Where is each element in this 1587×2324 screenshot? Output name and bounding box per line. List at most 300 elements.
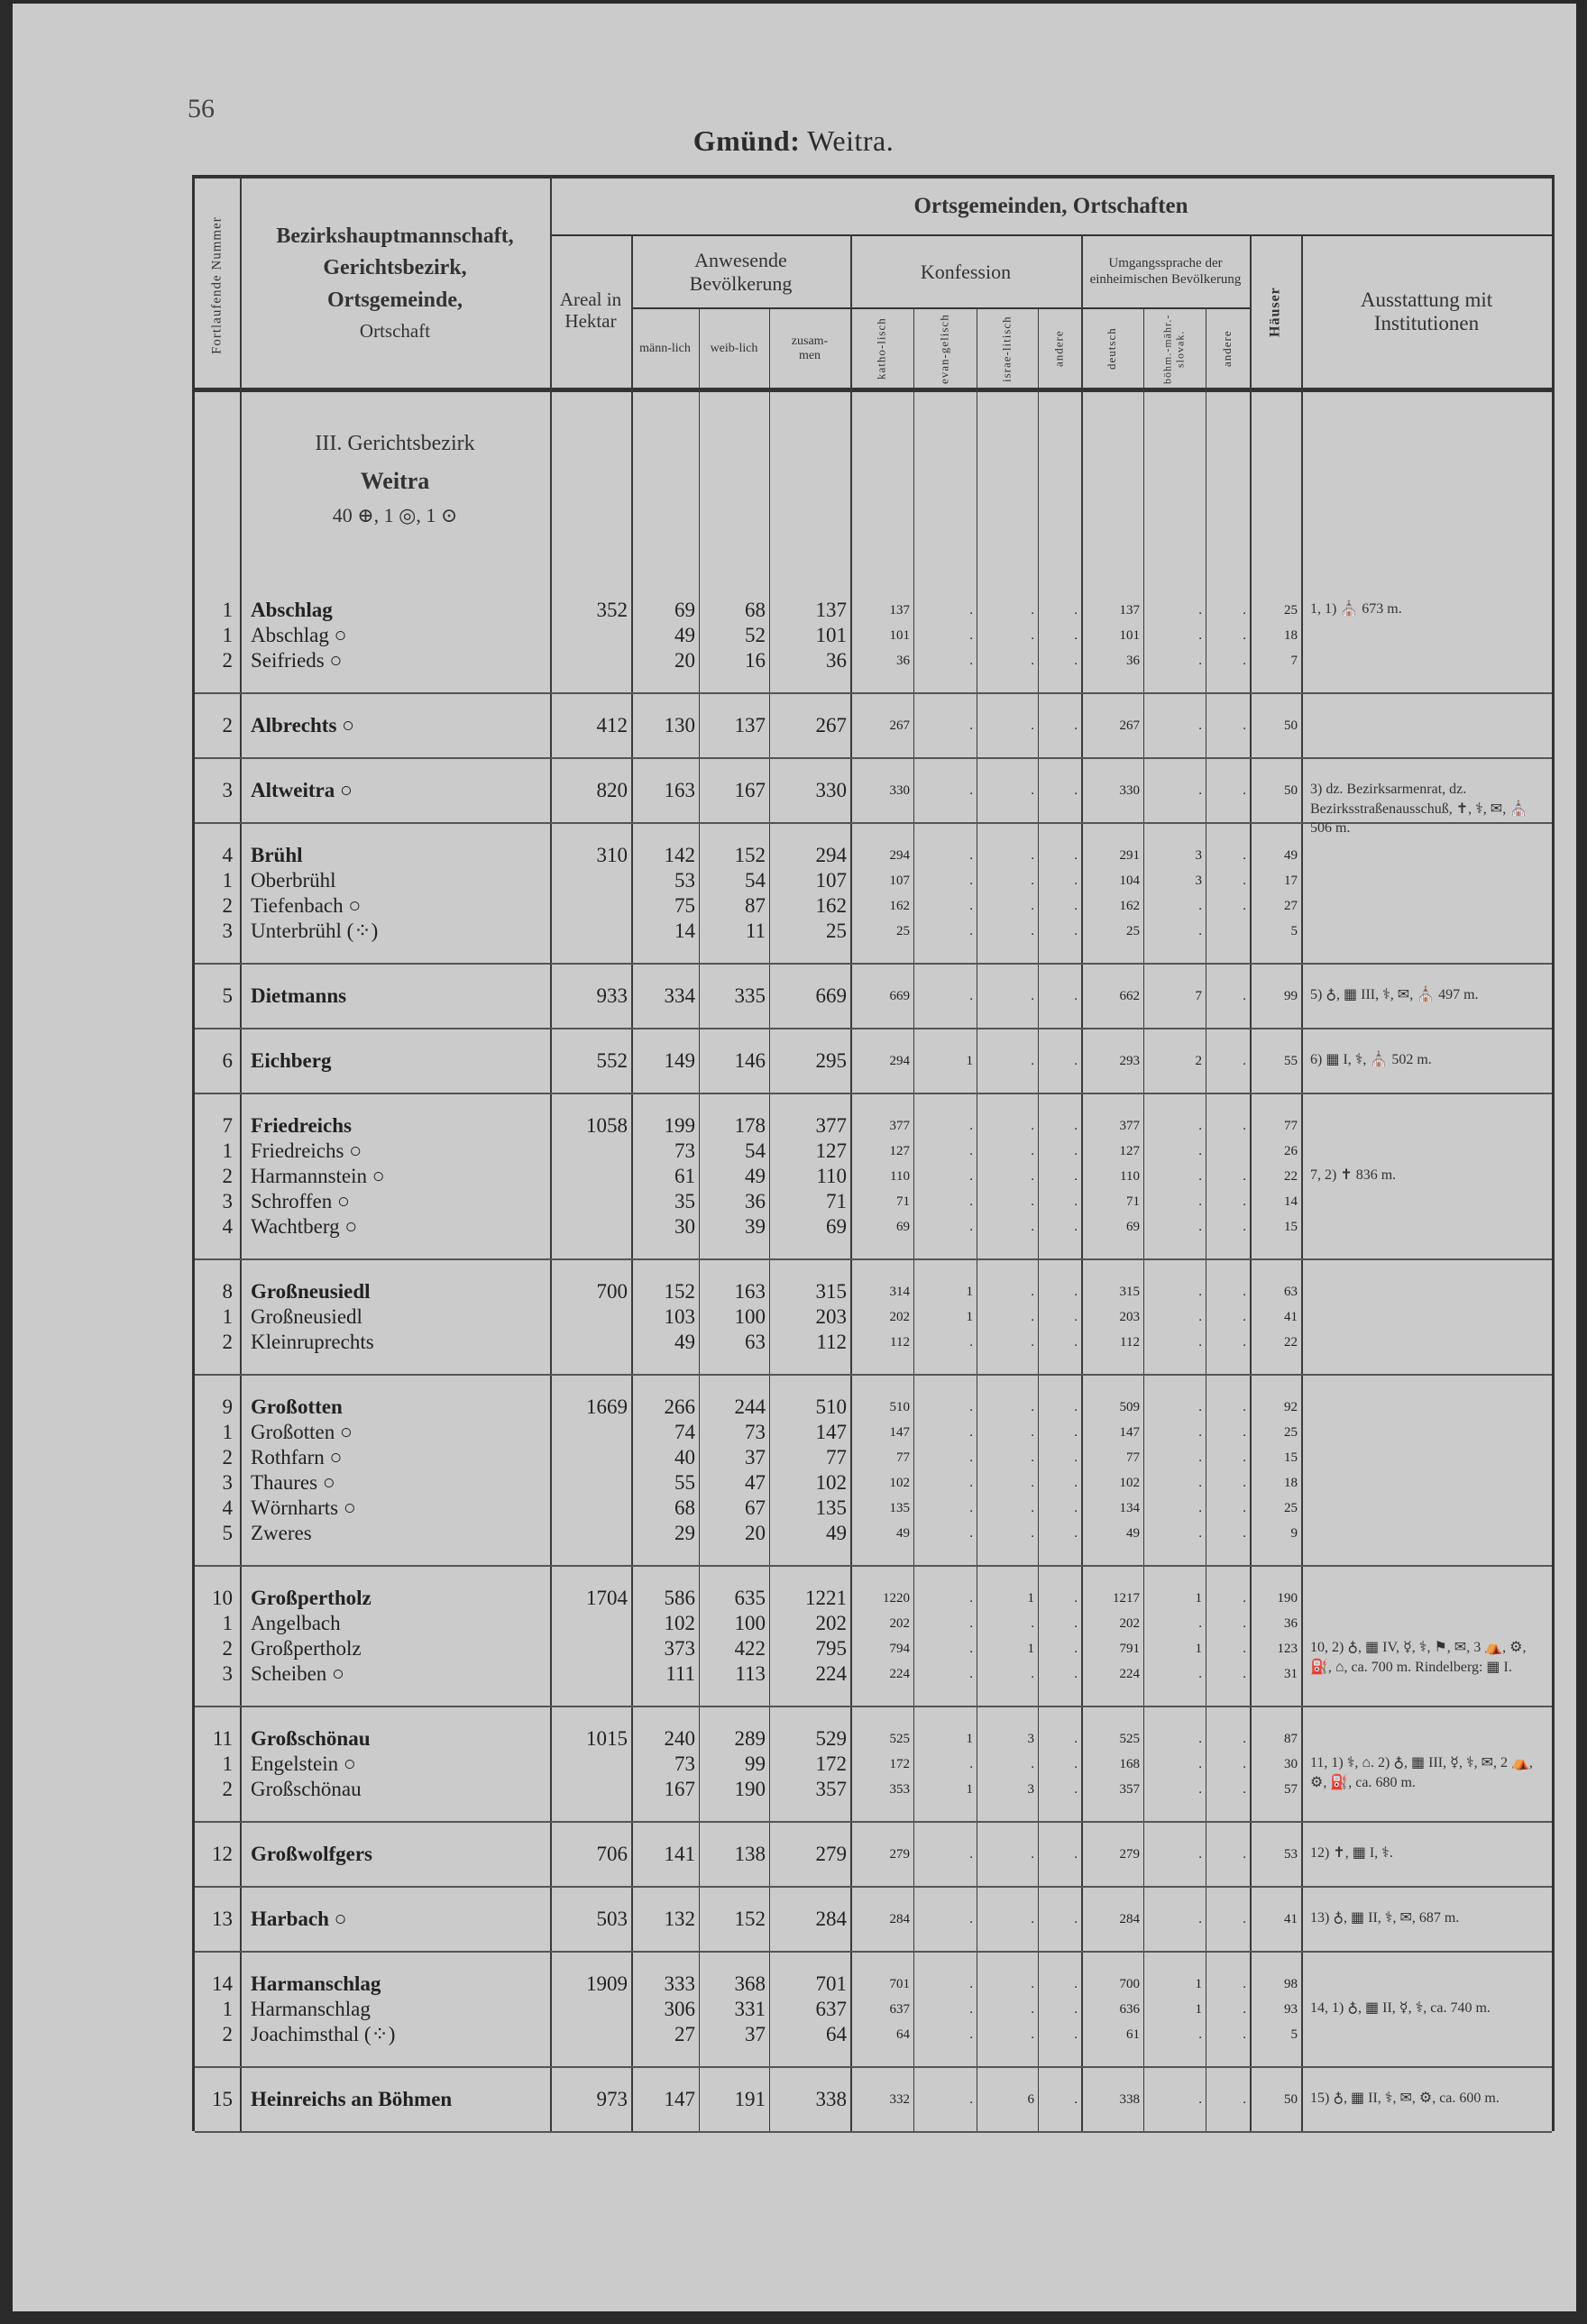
andere-konfession-cell: .: [1074, 1641, 1078, 1656]
zusammen-cell: 135: [815, 1496, 847, 1519]
municipality-group: [195, 1707, 1552, 1823]
andere-konfession-cell: .: [1074, 1976, 1078, 1991]
row-number-cell: 3: [222, 1471, 233, 1494]
locality-row: [195, 893, 1552, 919]
boehmisch-cell: .: [1198, 1911, 1202, 1926]
header-evangelisch: evan-gelisch: [937, 314, 951, 384]
municipality-row: [195, 1586, 1552, 1611]
israelitisch-cell: .: [1031, 1309, 1034, 1324]
locality-row: [195, 1214, 1552, 1240]
boehmisch-cell: .: [1198, 1168, 1202, 1184]
header-andere: andere: [1051, 330, 1066, 368]
haeuser-cell: 41: [1284, 1309, 1298, 1324]
haeuser-cell: 49: [1284, 847, 1298, 863]
haeuser-cell: 50: [1284, 782, 1298, 798]
header-nummer: Fortlaufende Nummer: [209, 216, 225, 355]
place-name-cell: Harbach ○: [251, 1908, 347, 1930]
haeuser-cell: 26: [1284, 1143, 1298, 1158]
evangelisch-cell: .: [969, 782, 973, 798]
andere-konfession-cell: .: [1074, 602, 1078, 618]
areal-cell: 1704: [586, 1587, 628, 1609]
zusammen-cell: 112: [816, 1331, 847, 1353]
areal-cell: 503: [596, 1908, 628, 1930]
haeuser-cell: 93: [1284, 2001, 1298, 2017]
deutsch-cell: 71: [1126, 1194, 1140, 1209]
haeuser-cell: 57: [1284, 1781, 1298, 1797]
institutions-note: 7, 2) ✝ 836 m.: [1310, 1167, 1397, 1183]
zusammen-cell: 49: [826, 1522, 847, 1544]
header-katholisch: katho-lisch: [874, 317, 888, 380]
katholisch-cell: 107: [889, 873, 910, 888]
deutsch-cell: 168: [1119, 1756, 1140, 1771]
deutsch-cell: 525: [1119, 1731, 1140, 1746]
zusammen-cell: 279: [815, 1843, 847, 1865]
israelitisch-cell: .: [1031, 1399, 1034, 1414]
locality-row: [195, 1661, 1552, 1687]
row-number-cell: 12: [212, 1843, 233, 1865]
israelitisch-cell: 3: [1027, 1731, 1034, 1746]
andere-sprache-cell: .: [1243, 1500, 1246, 1515]
israelitisch-cell: .: [1031, 1053, 1034, 1068]
andere-sprache-cell: .: [1243, 1399, 1246, 1414]
evangelisch-cell: .: [969, 1846, 973, 1862]
boehmisch-cell: .: [1198, 1118, 1202, 1133]
weiblich-cell: 635: [734, 1587, 766, 1609]
locality-row: [195, 1997, 1552, 2022]
boehmisch-cell: .: [1198, 1525, 1202, 1541]
header-bottom-rule: [195, 388, 1552, 392]
header-konfession: Konfession: [920, 260, 1012, 283]
municipality-row: [195, 1907, 1552, 1932]
row-number-cell: 13: [212, 1908, 233, 1930]
place-name-cell: Großneusiedl: [251, 1280, 371, 1303]
institutions-note: 14, 1) ♁, ▦ II, ☿, ⚕, ca. 740 m.: [1310, 2000, 1491, 2016]
row-number-cell: 9: [222, 1395, 233, 1418]
deutsch-cell: 291: [1119, 847, 1140, 863]
andere-sprache-cell: .: [1243, 1194, 1246, 1209]
evangelisch-cell: .: [969, 1615, 973, 1631]
zusammen-cell: 637: [815, 1998, 847, 2020]
place-name-cell: Großpertholz: [251, 1637, 362, 1660]
locality-row: [195, 648, 1552, 673]
maennlich-cell: 49: [674, 1331, 695, 1353]
evangelisch-cell: .: [969, 988, 973, 1003]
evangelisch-cell: .: [969, 873, 973, 888]
evangelisch-cell: .: [969, 1756, 973, 1771]
deutsch-cell: 509: [1119, 1399, 1140, 1414]
zusammen-cell: 102: [815, 1471, 847, 1494]
evangelisch-cell: .: [969, 1911, 973, 1926]
andere-sprache-cell: .: [1243, 1590, 1246, 1606]
haeuser-cell: 17: [1284, 873, 1298, 888]
maennlich-cell: 142: [664, 844, 695, 866]
maennlich-cell: 130: [664, 714, 695, 737]
deutsch-cell: 315: [1119, 1284, 1140, 1299]
zusammen-cell: 338: [815, 2088, 847, 2110]
israelitisch-cell: .: [1031, 1525, 1034, 1541]
evangelisch-cell: .: [969, 1590, 973, 1606]
weiblich-cell: 113: [735, 1662, 766, 1685]
maennlich-cell: 147: [664, 2088, 695, 2110]
andere-konfession-cell: .: [1074, 1615, 1078, 1631]
place-name-cell: Großwolfgers: [251, 1843, 373, 1865]
andere-sprache-cell: .: [1243, 1219, 1246, 1234]
municipality-row: [195, 1113, 1552, 1139]
weiblich-cell: 36: [745, 1190, 766, 1212]
row-number-cell: 4: [222, 1496, 233, 1519]
haeuser-cell: 15: [1284, 1450, 1298, 1465]
institutions-note: 10, 2) ♁, ▦ IV, ☿, ⚕, ⚑, ✉, 3 ⛺, ⚙, ⛽, ⌂, ca. 700 m. Rindelberg: ▦ I.: [1310, 1640, 1527, 1675]
boehmisch-cell: .: [1198, 1731, 1202, 1746]
katholisch-cell: 284: [889, 1911, 910, 1926]
deutsch-cell: 293: [1119, 1053, 1140, 1068]
zusammen-cell: 357: [815, 1778, 847, 1800]
evangelisch-cell: .: [969, 2027, 973, 2042]
andere-konfession-cell: .: [1074, 1500, 1078, 1515]
municipality-group: [195, 1823, 1552, 1888]
israelitisch-cell: .: [1031, 1219, 1034, 1234]
statistics-table: [192, 175, 1555, 2131]
katholisch-cell: 172: [889, 1756, 910, 1771]
maennlich-cell: 199: [664, 1114, 695, 1137]
maennlich-cell: 75: [674, 894, 695, 917]
weiblich-cell: 16: [745, 649, 766, 672]
haeuser-cell: 63: [1284, 1284, 1298, 1299]
place-name-cell: Brühl: [251, 844, 303, 866]
deutsch-cell: 791: [1119, 1641, 1140, 1656]
deutsch-cell: 662: [1119, 988, 1140, 1003]
israelitisch-cell: 3: [1027, 1781, 1034, 1797]
place-name-cell: Altweitra ○: [251, 779, 353, 801]
municipality-row: [195, 1726, 1552, 1752]
boehmisch-cell: 1: [1195, 1590, 1202, 1606]
israelitisch-cell: .: [1031, 1194, 1034, 1209]
zusammen-cell: 669: [815, 984, 847, 1007]
row-number-cell: 1: [222, 1752, 233, 1775]
andere-konfession-cell: .: [1074, 1143, 1078, 1158]
areal-cell: 973: [596, 2088, 628, 2110]
israelitisch-cell: .: [1031, 923, 1034, 938]
evangelisch-cell: .: [969, 1641, 973, 1656]
row-number-cell: 14: [212, 1972, 233, 1995]
zusammen-cell: 25: [826, 920, 847, 942]
israelitisch-cell: .: [1031, 627, 1034, 643]
header-zusammen: zusam-men: [791, 334, 829, 362]
place-name-cell: Angelbach: [251, 1612, 341, 1634]
boehmisch-cell: .: [1198, 1781, 1202, 1797]
evangelisch-cell: .: [969, 1334, 973, 1350]
table-body: [195, 394, 1552, 2133]
row-number-cell: 3: [222, 1662, 233, 1685]
andere-konfession-cell: .: [1074, 1424, 1078, 1440]
maennlich-cell: 149: [664, 1049, 695, 1072]
district-label: III. Gerichtsbezirk: [315, 432, 475, 455]
katholisch-cell: 332: [889, 2091, 910, 2107]
deutsch-cell: 338: [1119, 2091, 1140, 2107]
israelitisch-cell: .: [1031, 1615, 1034, 1631]
header-weiblich: weib-lich: [710, 341, 758, 355]
zusammen-cell: 69: [826, 1215, 847, 1238]
boehmisch-cell: .: [1198, 718, 1202, 733]
boehmisch-cell: 2: [1195, 1053, 1202, 1068]
place-name-cell: Wörnharts ○: [251, 1496, 356, 1519]
deutsch-cell: 49: [1126, 1525, 1140, 1541]
andere-konfession-cell: .: [1074, 1911, 1078, 1926]
maennlich-cell: 586: [664, 1587, 695, 1609]
andere-konfession-cell: .: [1074, 1053, 1078, 1068]
municipality-row: [195, 778, 1552, 837]
israelitisch-cell: .: [1031, 1424, 1034, 1440]
locality-row: [195, 1611, 1552, 1636]
katholisch-cell: 510: [889, 1399, 910, 1414]
weiblich-cell: 190: [734, 1778, 766, 1800]
areal-cell: 933: [596, 984, 628, 1007]
andere-sprache-cell: .: [1243, 1731, 1246, 1746]
israelitisch-cell: .: [1031, 1475, 1034, 1490]
andere-konfession-cell: .: [1074, 923, 1078, 938]
zusammen-cell: 127: [815, 1139, 847, 1162]
israelitisch-cell: .: [1031, 1756, 1034, 1771]
weiblich-cell: 67: [745, 1496, 766, 1519]
katholisch-cell: 137: [889, 602, 910, 618]
andere-konfession-cell: .: [1074, 1666, 1078, 1681]
katholisch-cell: 64: [896, 2027, 910, 2042]
maennlich-cell: 30: [674, 1215, 695, 1238]
haeuser-cell: 87: [1284, 1731, 1298, 1746]
zusammen-cell: 77: [826, 1446, 847, 1469]
katholisch-cell: 101: [889, 627, 910, 643]
locality-row: [195, 1496, 1552, 1521]
weiblich-cell: 54: [745, 1139, 766, 1162]
evangelisch-cell: .: [969, 1118, 973, 1133]
areal-cell: 706: [596, 1843, 628, 1865]
weiblich-cell: 20: [745, 1522, 766, 1544]
evangelisch-cell: .: [969, 1399, 973, 1414]
haeuser-cell: 99: [1284, 988, 1298, 1003]
place-name-cell: Friedreichs ○: [251, 1139, 362, 1162]
row-number-cell: 2: [222, 1446, 233, 1469]
zusammen-cell: 529: [815, 1727, 847, 1750]
row-number-cell: 2: [222, 1331, 233, 1353]
evangelisch-cell: .: [969, 602, 973, 618]
andere-sprache-cell: .: [1243, 1284, 1246, 1299]
boehmisch-cell: .: [1198, 1424, 1202, 1440]
andere-sprache-cell: .: [1243, 1475, 1246, 1490]
evangelisch-cell: .: [969, 1168, 973, 1184]
place-name-cell: Seifrieds ○: [251, 649, 343, 672]
place-name-cell: Heinreichs an Böhmen: [251, 2088, 453, 2110]
place-name-cell: Harmanschlag: [251, 1998, 371, 2020]
boehmisch-cell: .: [1198, 1143, 1202, 1158]
evangelisch-cell: .: [969, 923, 973, 938]
andere-sprache-cell: .: [1243, 2027, 1246, 2042]
areal-cell: 310: [596, 844, 628, 866]
header-umgangssprache: Umgangssprache der einheimischen Bevölkerung: [1089, 256, 1242, 287]
andere-sprache-cell: .: [1243, 988, 1246, 1003]
weiblich-cell: 167: [734, 779, 766, 801]
zusammen-cell: 284: [815, 1908, 847, 1930]
deutsch-cell: 104: [1119, 873, 1140, 888]
maennlich-cell: 20: [674, 649, 695, 672]
deutsch-cell: 330: [1119, 782, 1140, 798]
katholisch-cell: 77: [896, 1450, 910, 1465]
header-ausstattung: Ausstattung mit Institutionen: [1360, 288, 1493, 334]
boehmisch-cell: .: [1198, 1399, 1202, 1414]
andere-sprache-cell: .: [1243, 1976, 1246, 1991]
boehmisch-cell: .: [1198, 602, 1202, 618]
weiblich-cell: 54: [745, 869, 766, 892]
andere-sprache-cell: .: [1243, 1309, 1246, 1324]
katholisch-cell: 135: [889, 1500, 910, 1515]
maennlich-cell: 35: [674, 1190, 695, 1212]
andere-sprache-cell: .: [1243, 602, 1246, 618]
deutsch-cell: 147: [1119, 1424, 1140, 1440]
haeuser-cell: 18: [1284, 1475, 1298, 1490]
row-number-cell: 2: [222, 1165, 233, 1187]
zusammen-cell: 172: [815, 1752, 847, 1775]
row-number-cell: 2: [222, 894, 233, 917]
andere-sprache-cell: .: [1243, 2001, 1246, 2017]
municipality-group: [195, 759, 1552, 837]
zusammen-cell: 137: [815, 599, 847, 621]
maennlich-cell: 49: [674, 624, 695, 646]
weiblich-cell: 100: [734, 1612, 766, 1634]
row-number-cell: 2: [222, 649, 233, 672]
row-number-cell: 2: [222, 1637, 233, 1660]
israelitisch-cell: .: [1031, 653, 1034, 668]
andere-konfession-cell: .: [1074, 1590, 1078, 1606]
deutsch-cell: 69: [1126, 1219, 1140, 1234]
maennlich-cell: 14: [674, 920, 695, 942]
municipality-group: [195, 1094, 1552, 1260]
deutsch-cell: 134: [1119, 1500, 1140, 1515]
page-title: [0, 124, 1587, 158]
haeuser-cell: 25: [1284, 1500, 1298, 1515]
haeuser-cell: 50: [1284, 2091, 1298, 2107]
katholisch-cell: 36: [896, 653, 910, 668]
institutions-note: 11, 1) ⚕, ⌂. 2) ♁, ▦ III, ☿, ⚕, ✉, 2 ⛺, ⚙, ⛽, ca. 680 m.: [1310, 1755, 1533, 1790]
deutsch-cell: 112: [1120, 1334, 1140, 1350]
andere-sprache-cell: .: [1243, 1666, 1246, 1681]
andere-konfession-cell: .: [1074, 1846, 1078, 1862]
andere-konfession-cell: .: [1074, 718, 1078, 733]
haeuser-cell: 30: [1284, 1756, 1298, 1771]
boehmisch-cell: .: [1198, 1475, 1202, 1490]
deutsch-cell: 636: [1119, 2001, 1140, 2017]
maennlich-cell: 55: [674, 1471, 695, 1494]
row-number-cell: 8: [222, 1280, 233, 1303]
evangelisch-cell: .: [969, 1194, 973, 1209]
andere-sprache-cell: .: [1243, 1615, 1246, 1631]
header-israelitisch: israe-litisch: [999, 316, 1014, 382]
zusammen-cell: 795: [815, 1637, 847, 1660]
boehmisch-cell: .: [1198, 2091, 1202, 2107]
maennlich-cell: 163: [664, 779, 695, 801]
deutsch-cell: 25: [1126, 923, 1140, 938]
haeuser-cell: 25: [1284, 602, 1298, 618]
andere-sprache-cell: .: [1243, 782, 1246, 798]
andere-sprache-cell: .: [1243, 1781, 1246, 1797]
place-name-cell: Großotten ○: [251, 1421, 353, 1443]
israelitisch-cell: .: [1031, 1846, 1034, 1862]
haeuser-cell: 22: [1284, 1334, 1298, 1350]
haeuser-cell: 123: [1277, 1641, 1298, 1656]
weiblich-cell: 68: [745, 599, 766, 621]
deutsch-cell: 101: [1119, 627, 1140, 643]
israelitisch-cell: .: [1031, 1118, 1034, 1133]
municipality-group: [195, 579, 1552, 694]
maennlich-cell: 74: [674, 1421, 695, 1443]
municipality-row: [195, 713, 1552, 738]
katholisch-cell: 25: [896, 923, 910, 938]
andere-sprache-cell: .: [1243, 1053, 1246, 1068]
evangelisch-cell: 1: [966, 1284, 973, 1299]
haeuser-cell: 77: [1284, 1118, 1298, 1133]
maennlich-cell: 69: [674, 599, 695, 621]
maennlich-cell: 40: [674, 1446, 695, 1469]
boehmisch-cell: .: [1198, 1500, 1202, 1515]
locality-row: [195, 919, 1552, 944]
andere-sprache-cell: .: [1243, 1756, 1246, 1771]
evangelisch-cell: .: [969, 1219, 973, 1234]
israelitisch-cell: .: [1031, 602, 1034, 618]
municipality-group: [195, 1260, 1552, 1376]
deutsch-cell: 224: [1119, 1666, 1140, 1681]
place-name-cell: Scheiben ○: [251, 1662, 344, 1685]
katholisch-cell: 147: [889, 1424, 910, 1440]
haeuser-cell: 25: [1284, 1424, 1298, 1440]
andere-konfession-cell: .: [1074, 1781, 1078, 1797]
row-number-cell: 2: [222, 714, 233, 737]
header-name-line: Gerichtsbezirk,: [323, 256, 467, 280]
maennlich-cell: 61: [674, 1165, 695, 1187]
locality-row: [195, 1164, 1552, 1189]
boehmisch-cell: .: [1198, 1615, 1202, 1631]
weiblich-cell: 191: [734, 2088, 766, 2110]
row-number-cell: 5: [222, 984, 233, 1007]
andere-sprache-cell: .: [1243, 718, 1246, 733]
header-bevoelkerung: Anwesende Bevölkerung: [689, 249, 793, 295]
boehmisch-cell: .: [1198, 627, 1202, 643]
row-number-cell: 3: [222, 779, 233, 801]
boehmisch-cell: .: [1198, 923, 1202, 938]
zusammen-cell: 330: [815, 779, 847, 801]
evangelisch-cell: .: [969, 1666, 973, 1681]
andere-konfession-cell: .: [1074, 2027, 1078, 2042]
municipality-row: [195, 1395, 1552, 1420]
israelitisch-cell: .: [1031, 1143, 1034, 1158]
locality-row: [195, 1445, 1552, 1470]
header-name: [240, 193, 550, 373]
andere-konfession-cell: .: [1074, 1219, 1078, 1234]
zusammen-cell: 1221: [805, 1587, 847, 1609]
deutsch-cell: 61: [1126, 2027, 1140, 2042]
boehmisch-cell: 7: [1195, 988, 1202, 1003]
katholisch-cell: 162: [889, 898, 910, 913]
place-name-cell: Harmannstein ○: [251, 1165, 385, 1187]
municipality-group: [195, 2068, 1552, 2133]
weiblich-cell: 163: [734, 1280, 766, 1303]
municipality-row: [195, 1842, 1552, 1867]
katholisch-cell: 49: [896, 1525, 910, 1541]
maennlich-cell: 373: [664, 1637, 695, 1660]
katholisch-cell: 110: [890, 1168, 910, 1184]
municipality-row: [195, 1279, 1552, 1304]
israelitisch-cell: .: [1031, 873, 1034, 888]
katholisch-cell: 279: [889, 1846, 910, 1862]
maennlich-cell: 73: [674, 1139, 695, 1162]
maennlich-cell: 152: [664, 1280, 695, 1303]
